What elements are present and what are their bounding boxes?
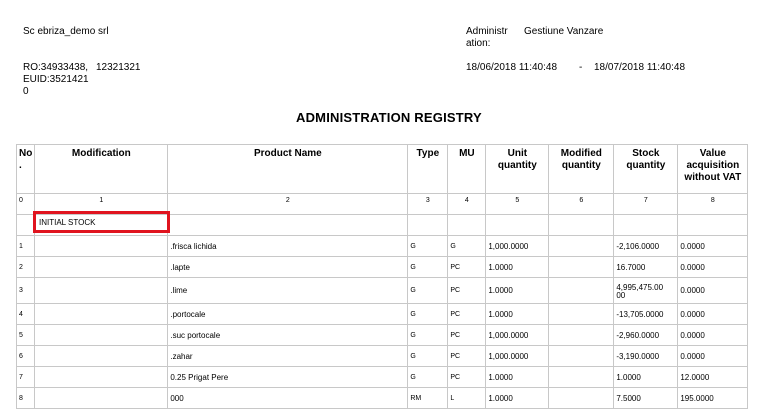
administration-label-2: ation: [466, 38, 491, 49]
product-name: .zahar [168, 346, 408, 367]
modified-quantity [549, 278, 614, 304]
index-cell: 6 [549, 194, 614, 215]
measure-unit: PC [448, 346, 486, 367]
unit-quantity: 1.0000 [486, 367, 549, 388]
value-acquisition: 0.0000 [678, 325, 748, 346]
index-cell: 5 [486, 194, 549, 215]
administration-value: Gestiune Vanzare [524, 26, 604, 37]
col-header-no: No . [17, 145, 35, 194]
company-code: 12321321 [96, 62, 141, 73]
date-to: 18/07/2018 11:40:48 [594, 62, 686, 73]
modified-quantity [549, 257, 614, 278]
measure-unit: L [448, 388, 486, 409]
product-name: .lapte [168, 257, 408, 278]
index-cell: 1 [35, 194, 168, 215]
stock-quantity: 16.7000 [614, 257, 678, 278]
administration-label-1: Administr [466, 26, 508, 37]
unit-quantity: 1,000.0000 [486, 346, 549, 367]
modified-quantity [549, 367, 614, 388]
value-acquisition: 0.0000 [678, 257, 748, 278]
table-row [17, 367, 748, 388]
unit-quantity: 1.0000 [486, 257, 549, 278]
row-number: 8 [17, 388, 35, 409]
value-acquisition: 0.0000 [678, 346, 748, 367]
registry-rows [17, 236, 748, 409]
row-number: 1 [17, 236, 35, 257]
index-cell: 0 [17, 194, 35, 215]
date-separator: - [579, 62, 583, 73]
index-cell: 3 [408, 194, 448, 215]
unit-quantity: 1.0000 [486, 388, 549, 409]
row-number: 3 [17, 278, 35, 304]
product-name: .lime [168, 278, 408, 304]
index-cell: 2 [168, 194, 408, 215]
row-number: 5 [17, 325, 35, 346]
product-name: .frisca lichida [168, 236, 408, 257]
index-cell: 4 [448, 194, 486, 215]
unit-quantity: 1,000.0000 [486, 325, 549, 346]
table-row [17, 257, 748, 278]
modification-cell [35, 278, 168, 304]
product-type: G [408, 304, 448, 325]
modified-quantity [549, 325, 614, 346]
col-header-modification: Modification [35, 145, 168, 194]
product-type: G [408, 346, 448, 367]
modified-quantity [549, 346, 614, 367]
value-acquisition: 0.0000 [678, 278, 748, 304]
company-euid: EUID:3521421 [23, 74, 89, 85]
stock-quantity: 7.5000 [614, 388, 678, 409]
company-ro: RO:34933438, [23, 62, 89, 73]
col-header-modified-quantity: Modified quantity [549, 145, 614, 194]
table-row [17, 278, 748, 304]
row-number: 4 [17, 304, 35, 325]
unit-quantity: 1.0000 [486, 304, 549, 325]
col-header-unit-quantity: Unit quantity [486, 145, 549, 194]
initial-stock-highlight [33, 211, 170, 233]
product-type: G [408, 236, 448, 257]
table-row [17, 304, 748, 325]
modification-cell [35, 304, 168, 325]
modified-quantity [549, 388, 614, 409]
row-number: 7 [17, 367, 35, 388]
measure-unit: PC [448, 304, 486, 325]
table-row [17, 388, 748, 409]
modified-quantity [549, 236, 614, 257]
modification-cell [35, 367, 168, 388]
stock-quantity: 4,995,475.00 00 [614, 278, 678, 304]
stock-quantity: 1.0000 [614, 367, 678, 388]
unit-quantity: 1.0000 [486, 278, 549, 304]
product-name: .suc portocale [168, 325, 408, 346]
col-header-value-acquisition: Value acquisition without VAT [678, 145, 748, 194]
value-acquisition: 0.0000 [678, 304, 748, 325]
col-header-product-name: Product Name [168, 145, 408, 194]
measure-unit: PC [448, 367, 486, 388]
company-name: Sc ebriza_demo srl [23, 26, 109, 37]
measure-unit: G [448, 236, 486, 257]
stock-quantity: -3,190.0000 [614, 346, 678, 367]
product-type: G [408, 367, 448, 388]
registry-table [16, 144, 748, 409]
modification-cell [35, 325, 168, 346]
date-from: 18/06/2018 11:40:48 [466, 62, 558, 73]
product-name: .portocale [168, 304, 408, 325]
index-cell: 8 [678, 194, 748, 215]
modified-quantity [549, 304, 614, 325]
product-type: G [408, 325, 448, 346]
measure-unit: PC [448, 325, 486, 346]
row-number: 6 [17, 346, 35, 367]
modification-cell [35, 257, 168, 278]
table-row [17, 236, 748, 257]
measure-unit: PC [448, 257, 486, 278]
value-acquisition: 12.0000 [678, 367, 748, 388]
modification-cell [35, 236, 168, 257]
modification-cell [35, 346, 168, 367]
company-euid-cont: 0 [23, 86, 29, 97]
value-acquisition: 195.0000 [678, 388, 748, 409]
unit-quantity: 1,000.0000 [486, 236, 549, 257]
product-type: G [408, 278, 448, 304]
measure-unit: PC [448, 278, 486, 304]
product-type: G [408, 257, 448, 278]
product-type: RM [408, 388, 448, 409]
value-acquisition: 0.0000 [678, 236, 748, 257]
col-header-mu: MU [448, 145, 486, 194]
stock-quantity: -13,705.0000 [614, 304, 678, 325]
col-header-stock-quantity: Stock quantity [614, 145, 678, 194]
col-header-type: Type [408, 145, 448, 194]
product-name: 0.25 Prigat Pere [168, 367, 408, 388]
product-name: 000 [168, 388, 408, 409]
table-row [17, 325, 748, 346]
initial-stock-label: INITIAL STOCK [39, 218, 96, 227]
modification-cell [35, 388, 168, 409]
stock-quantity: -2,106.0000 [614, 236, 678, 257]
table-row [17, 346, 748, 367]
row-number: 2 [17, 257, 35, 278]
stock-quantity: -2,960.0000 [614, 325, 678, 346]
index-cell: 7 [614, 194, 678, 215]
report-title: ADMINISTRATION REGISTRY [296, 110, 482, 125]
header-row [17, 145, 748, 194]
